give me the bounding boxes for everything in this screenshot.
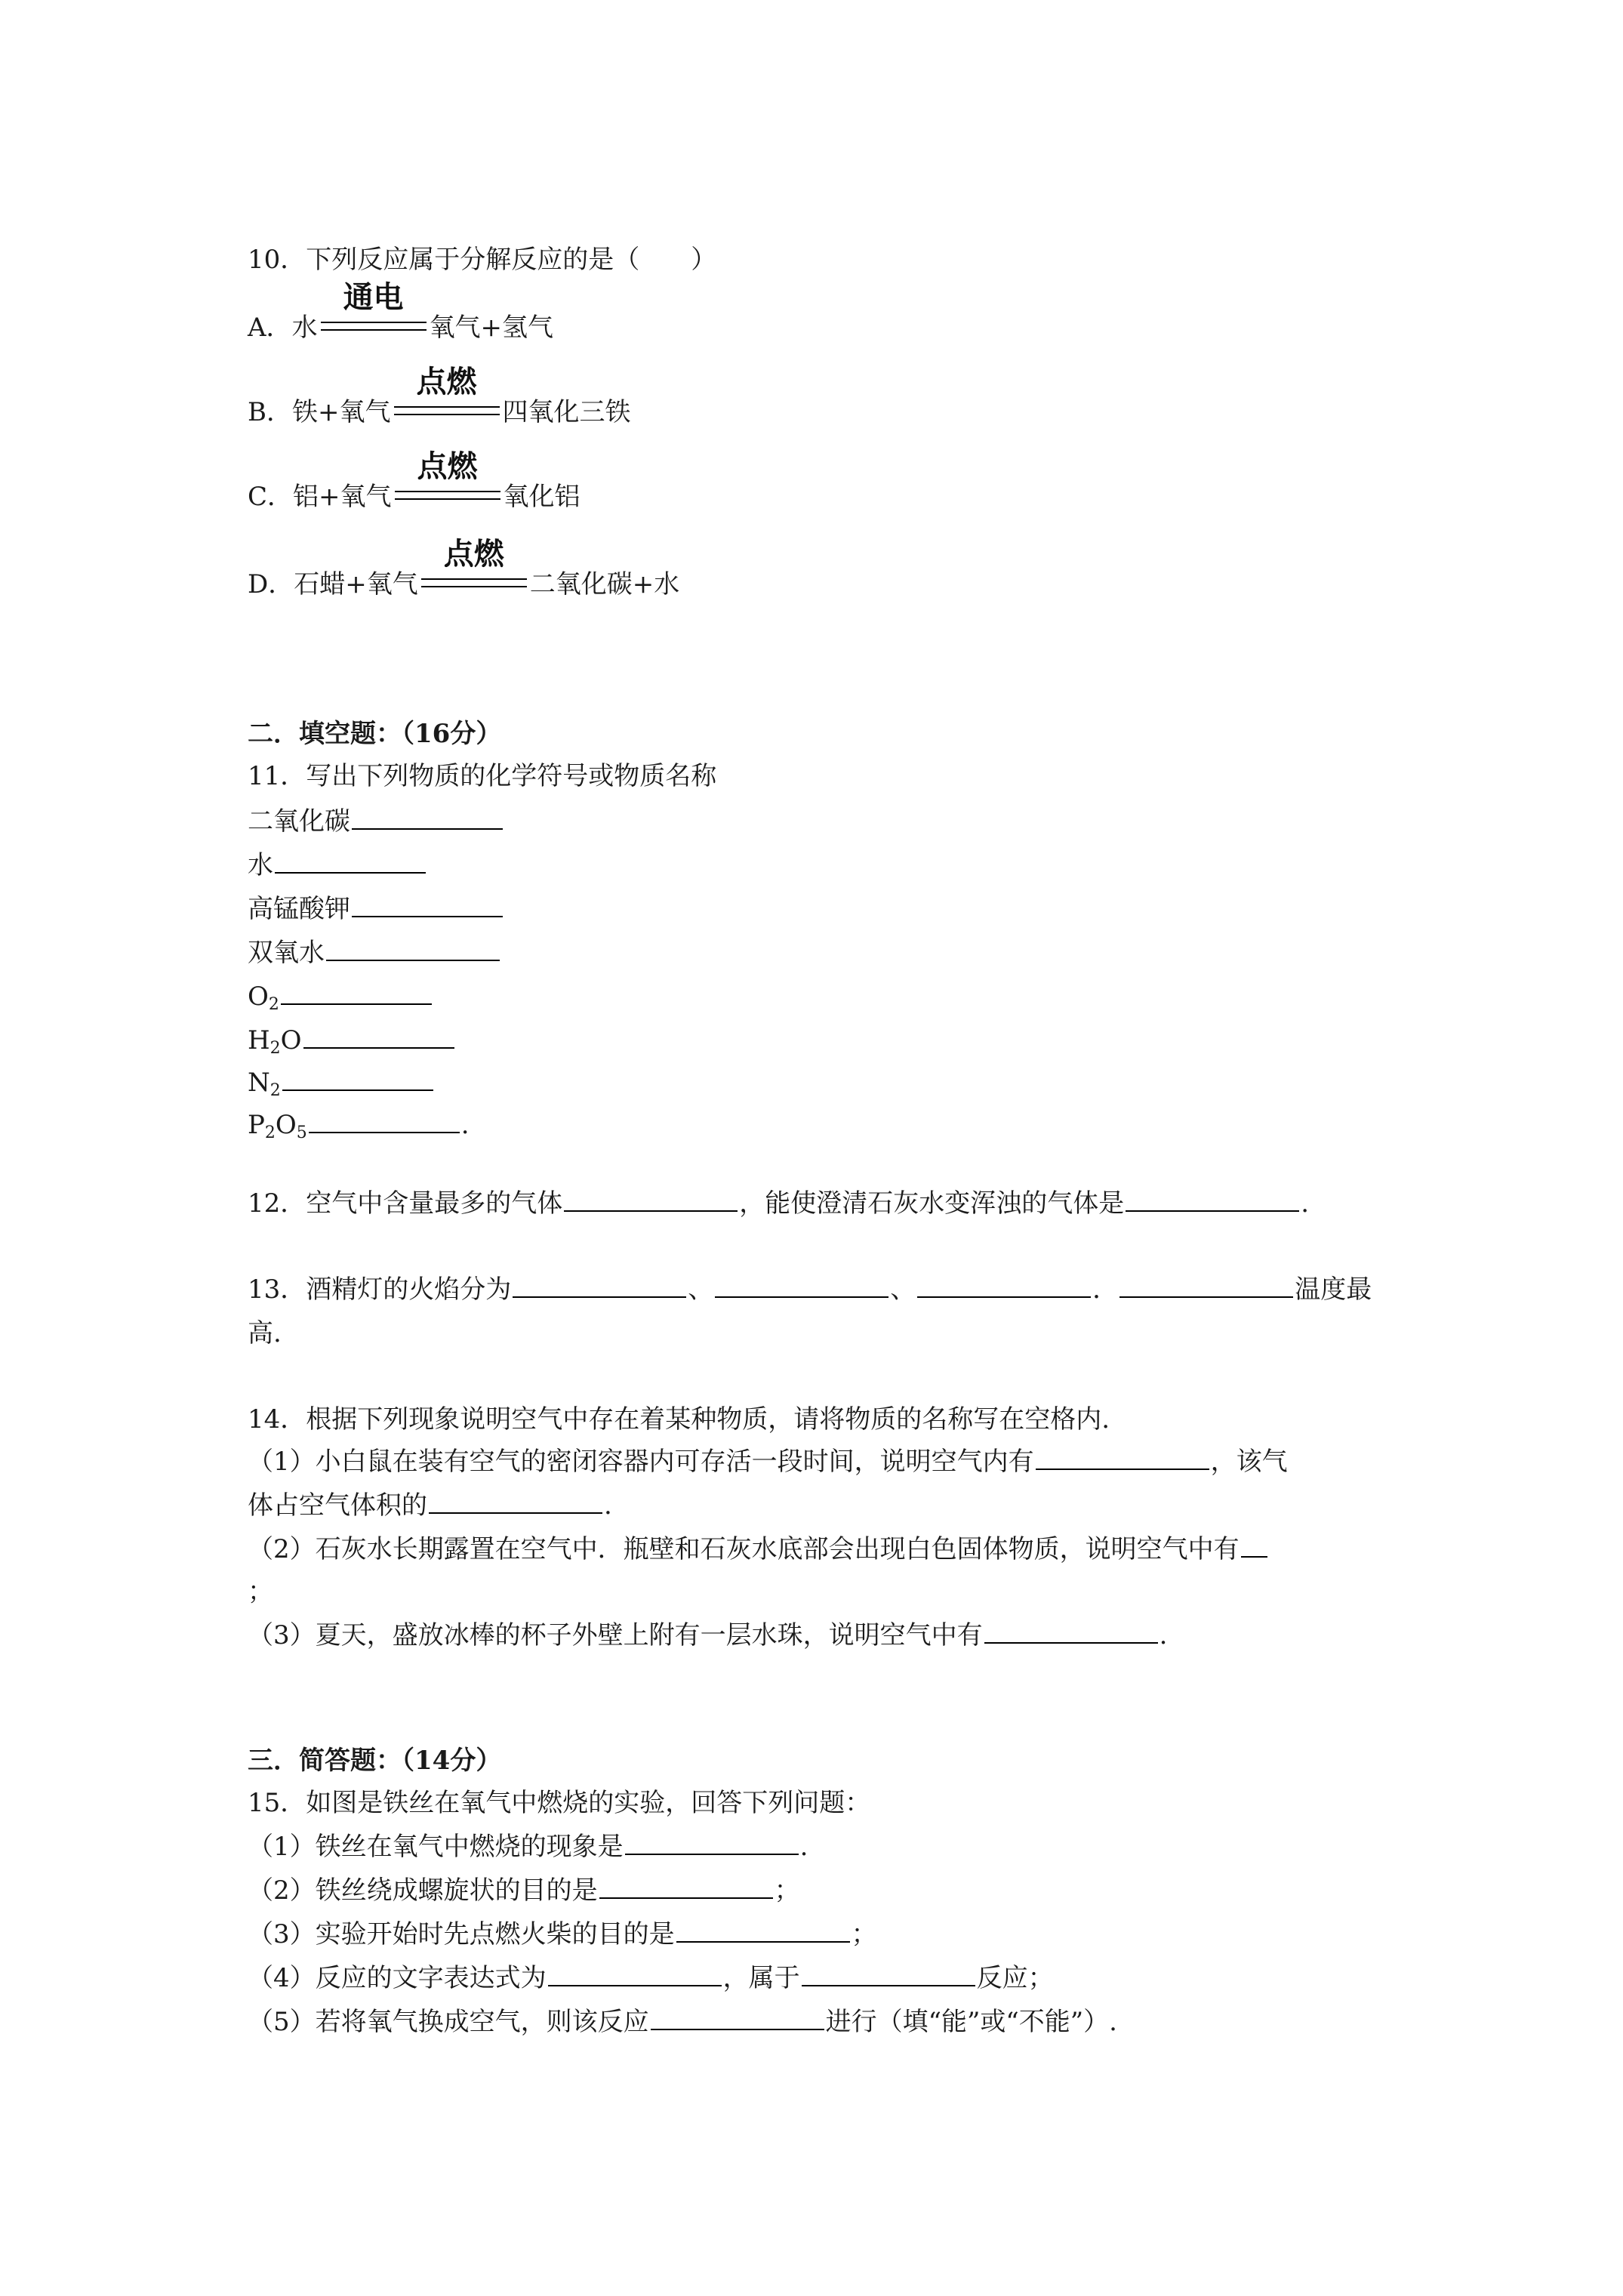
q15-part2: （2）铁丝绕成螺旋状的目的是 ； — [248, 1875, 800, 1906]
q13: 13．酒精灯的火焰分为 、 、 ． 温度最 — [248, 1274, 1372, 1305]
q14-part3: （3）夏天，盛放冰棒的杯子外壁上附有一层水珠，说明空气中有 . — [248, 1620, 1168, 1650]
q14-part1-cont: 体占空气体积的 . — [248, 1490, 612, 1521]
q10-option-a: A．水 通电 氧气+氢气 — [248, 280, 554, 343]
q11-item: 二氧化碳 — [248, 805, 504, 838]
q15-part5: （5）若将氧气换成空气，则该反应 进行（填“能”或“不能”）. — [248, 2007, 1117, 2037]
answer-blank[interactable] — [548, 1962, 722, 1986]
q13-cont: 高. — [248, 1318, 282, 1348]
q11-formula: $O_2$ — [248, 980, 433, 1022]
answer-blank[interactable] — [676, 1918, 850, 1943]
q14-part2: （2）石灰水长期露置在空气中．瓶壁和石灰水底部会出现白色固体物质，说明空气中有 — [248, 1533, 1269, 1566]
answer-blank[interactable] — [1241, 1533, 1267, 1558]
q10-option-c: C．铝+氧气 点燃 氧化铝 — [248, 449, 581, 512]
q11-stem: 11．写出下列物质的化学符号或物质名称 — [248, 761, 717, 791]
answer-blank[interactable] — [309, 1109, 460, 1133]
reaction-condition: 点燃 — [395, 480, 500, 513]
answer-blank[interactable] — [303, 1025, 454, 1049]
reaction-condition: 点燃 — [421, 568, 527, 601]
q11-item: 高锰酸钾 — [248, 892, 504, 926]
q15-stem: 15．如图是铁丝在氧气中燃烧的实验，回答下列问题： — [248, 1788, 871, 1818]
q15-part3: （3）实验开始时先点燃火柴的目的是 ； — [248, 1919, 877, 1949]
answer-blank[interactable] — [326, 937, 500, 961]
answer-blank[interactable] — [1119, 1274, 1293, 1298]
q14-part2-cont: ； — [248, 1576, 273, 1607]
section-heading-fill-in: 二．填空题：（16分） — [248, 719, 502, 749]
answer-blank[interactable] — [802, 1962, 975, 1986]
reaction-condition: 点燃 — [394, 396, 500, 429]
answer-blank[interactable] — [282, 1067, 433, 1091]
q11-item: 水 — [248, 849, 427, 882]
q12: 12．空气中含量最多的气体 ，能使澄清石灰水变浑浊的气体是 . — [248, 1188, 1310, 1219]
answer-blank[interactable] — [625, 1831, 799, 1855]
q14-part1: （1）小白鼠在装有空气的密闭容器内可存活一段时间，说明空气内有 ，该气 — [248, 1447, 1288, 1477]
answer-blank[interactable] — [599, 1875, 773, 1899]
q11-formula: $P_2O_5$ . — [248, 1110, 470, 1142]
q10-option-b: B．铁+氧气 点燃 四氧化三铁 — [248, 365, 631, 427]
answer-blank[interactable] — [715, 1274, 888, 1298]
answer-blank[interactable] — [352, 893, 503, 917]
answer-blank[interactable] — [1036, 1446, 1209, 1470]
answer-blank[interactable] — [281, 981, 432, 1005]
answer-blank[interactable] — [275, 849, 426, 874]
answer-blank[interactable] — [429, 1490, 602, 1514]
answer-blank[interactable] — [1126, 1188, 1299, 1212]
answer-blank[interactable] — [984, 1620, 1158, 1644]
q11-item: 双氧水 — [248, 936, 501, 969]
answer-blank[interactable] — [917, 1274, 1091, 1298]
q11-formula: $H_2O$ — [248, 1024, 456, 1065]
answer-blank[interactable] — [352, 806, 503, 830]
q11-formula: $N_2$ — [248, 1066, 435, 1108]
answer-blank[interactable] — [651, 2006, 824, 2030]
answer-blank[interactable] — [513, 1274, 686, 1298]
q15-part4: （4）反应的文字表达式为 ，属于 反应； — [248, 1963, 1054, 1993]
q14-stem: 14．根据下列现象说明空气中存在着某种物质，请将物质的名称写在空格内. — [248, 1404, 1110, 1435]
answer-blank[interactable] — [564, 1188, 738, 1212]
section-heading-short-answer: 三．简答题：（14分） — [248, 1746, 502, 1776]
q10-option-d: D．石蜡+氧气 点燃 二氧化碳+水 — [248, 537, 680, 599]
q15-part1: （1）铁丝在氧气中燃烧的现象是 . — [248, 1832, 808, 1862]
q10-stem: 10．下列反应属于分解反应的是（ ） — [248, 245, 717, 275]
reaction-condition: 通电 — [321, 311, 427, 344]
